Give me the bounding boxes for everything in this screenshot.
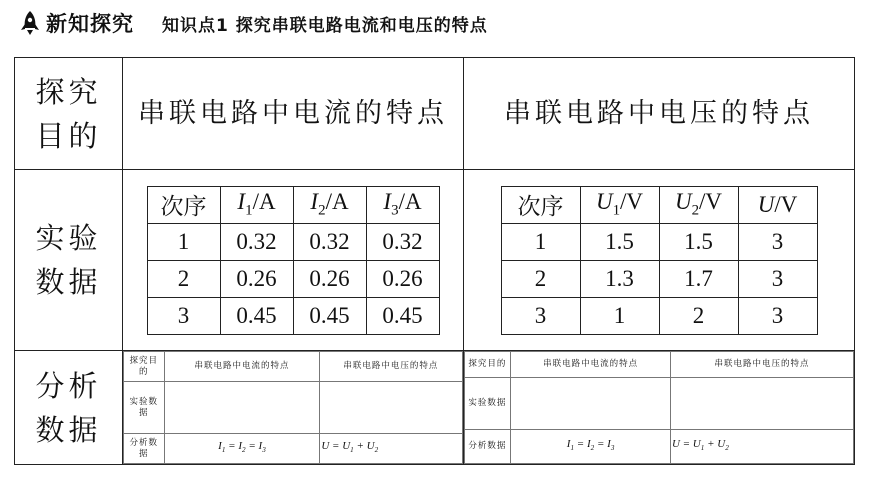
mini-formula-voltage: $U = U_1 + U_2$ (320, 434, 462, 464)
cell: 1.3 (580, 260, 659, 297)
cell: 0.32 (366, 223, 439, 260)
mini-h2: 串联电路中电流的特点 (511, 352, 671, 378)
th-i1: $I_1/A$ (220, 186, 293, 223)
mini-r2: 实验数据 (124, 382, 165, 434)
current-data-cell (123, 170, 464, 351)
cell: 0.26 (366, 260, 439, 297)
row-head-data: 实验数据 (15, 170, 123, 351)
cell: 1 (501, 223, 580, 260)
th-i2: $I_2/A$ (293, 186, 366, 223)
cell: 3 (738, 260, 817, 297)
cell: 0.32 (220, 223, 293, 260)
cell: 3 (738, 223, 817, 260)
rocket-icon (18, 10, 42, 36)
mini-table-left (123, 351, 464, 464)
summary-table (14, 57, 855, 465)
th-u2: $U_2/V$ (659, 186, 738, 223)
mini-formula-voltage: $U = U_1 + U_2$ (670, 430, 853, 464)
voltage-data-cell (464, 170, 855, 351)
cell: 1.7 (659, 260, 738, 297)
th-u1: $U_1/V$ (580, 186, 659, 223)
cell: 3 (738, 297, 817, 334)
cell: 0.26 (220, 260, 293, 297)
cell: 2 (501, 260, 580, 297)
mini-h1: 探究目的 (464, 352, 511, 378)
cell: 1.5 (659, 223, 738, 260)
mini-h3: 串联电路中电压的特点 (320, 352, 462, 382)
th-order: 次序 (147, 186, 220, 223)
th-u: U/V (738, 186, 817, 223)
cell: 1 (580, 297, 659, 334)
cell: 2 (147, 260, 220, 297)
voltage-title: 串联电路中电压的特点 (464, 58, 855, 170)
th-i3: $I_3/A$ (366, 186, 439, 223)
cell: 0.45 (293, 297, 366, 334)
row-head-analysis: 分析数据 (15, 351, 123, 465)
mini-formula-current: $I_1 = I_2 = I_3$ (164, 434, 320, 464)
mini-h3: 串联电路中电压的特点 (670, 352, 853, 378)
cell: 2 (659, 297, 738, 334)
mini-r3: 分析数据 (124, 434, 165, 464)
cell: 0.26 (293, 260, 366, 297)
section-title: 新知探究 (46, 12, 134, 36)
cell: 3 (501, 297, 580, 334)
topic-title: 知识点1 探究串联电路电流和电压的特点 (162, 15, 488, 36)
mini-r2: 实验数据 (464, 378, 511, 430)
row-head-purpose: 探究目的 (15, 58, 123, 170)
cell: 0.45 (220, 297, 293, 334)
th-order: 次序 (501, 186, 580, 223)
mini-r3: 分析数据 (464, 430, 511, 464)
mini-h1: 探究目的 (124, 352, 165, 382)
section-header (18, 8, 488, 38)
voltage-data-table (501, 186, 818, 335)
cell: 1.5 (580, 223, 659, 260)
cell: 1 (147, 223, 220, 260)
current-data-table (147, 186, 440, 335)
mini-formula-current: $I_1 = I_2 = I_3$ (511, 430, 671, 464)
mini-h2: 串联电路中电流的特点 (164, 352, 320, 382)
cell: 0.32 (293, 223, 366, 260)
mini-table-right (464, 351, 854, 464)
cell: 0.45 (366, 297, 439, 334)
analysis-cell (123, 351, 855, 465)
current-title: 串联电路中电流的特点 (123, 58, 464, 170)
cell: 3 (147, 297, 220, 334)
